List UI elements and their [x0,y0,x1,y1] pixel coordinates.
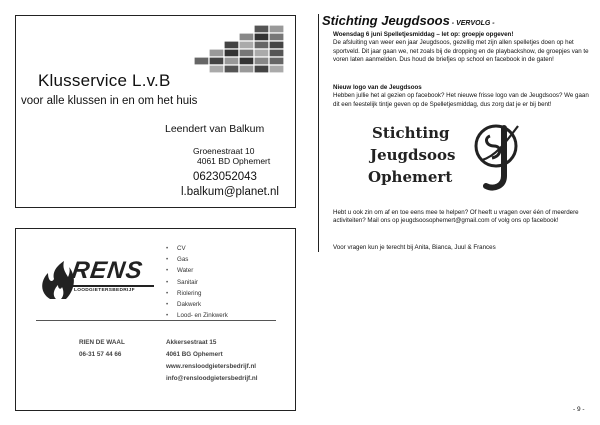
ad-postal: 4061 BD Ophemert [197,156,271,166]
ad-rens [15,228,296,411]
article-title [322,13,495,28]
contacts-line: Voor vragen kun je terecht bij Anita, Bianca, Juul & Frances [333,244,496,251]
rens-email: info@rensloodgietersbedrijf.nl [166,375,258,382]
ad-email: l.balkum@planet.nl [181,186,279,198]
service-item: • Lood- en Zinkwerk [166,310,228,321]
rens-contact-name: RIEN DE WAAL [79,339,125,346]
rens-logo [36,259,158,308]
rens-logo-subtitle: LOODGIETERSBEDRIJF [74,288,135,293]
section-nieuw-logo [333,84,589,109]
rens-logo-text: RENS [70,257,145,284]
rens-address-street: Akkersestraat 15 [166,339,217,346]
article-title-suffix: - VERVOLG - [449,20,495,27]
ad-title: Klusservice L.v.B [38,71,171,90]
jeugdsoos-logo [366,120,526,196]
ad-klusservice [15,15,296,208]
column-rule [318,14,319,252]
brick-wall-icon [194,25,284,81]
section-body: De afsluiting van weer een jaar Jeugdsoos, gezellig met zijn allen spelletjes doen op het sportveld. Dit jaar gaan we, net zoals bij de dropping en de playbackshow, de groepjes van te voren laten aanmelden. Dus houd de briefjes op school en facebook in de gaten! [333,39,589,64]
service-item: • Water [166,265,228,276]
service-item: • Dakwerk [166,299,228,310]
article-title-text: Stichting Jeugdsoos [322,13,450,28]
logo-line-stichting: Stichting [372,124,450,142]
service-item: • Gas [166,254,228,265]
rens-contact-phone: 06-31 57 44 66 [79,351,122,358]
rens-website: www.rensloodgietersbedrijf.nl [166,363,257,370]
ad-tagline: voor alle klussen in en om het huis [21,95,198,107]
logo-line-jeugdsoos: Jeugdsoos [370,146,456,164]
section-spelletjesmiddag [333,31,589,65]
divider [36,320,276,321]
section-heading: Woensdag 6 juni Spelletjesmiddag – let op: groepje opgeven! [333,31,514,38]
logo-line-ophemert: Ophemert [368,168,453,186]
ad-street: Groenestraat 10 [193,146,255,156]
section-heading: Nieuw logo van de Jeugdsoos [333,84,422,91]
service-item: • Sanitair [166,277,228,288]
section-body: Hebben jullie het al gezien op facebook? Het nieuwe frisse logo van de Jeugdsoos? We gaan dit een feestelijk tintje geven op de Spelletjesmiddag, dus zorg dat je er bij bent! [333,92,589,108]
sj-emblem-icon [466,120,524,192]
services-list [166,243,228,321]
service-item: • CV [166,243,228,254]
ad-contact-name: Leendert van Balkum [165,123,265,135]
page-number: - 9 - [573,406,585,413]
rens-address-postal: 4061 BG Ophemert [166,351,223,358]
closing-paragraph: Hebt u ook zin om af en toe eens mee te helpen? Of heeft u vragen over één of meerdere activiteiten? Mail ons op jeugdsoosophemert@gmail.com of volg ons op facebook! [333,209,579,225]
service-item: • Riolering [166,288,228,299]
ad-phone: 0623052043 [193,171,257,183]
